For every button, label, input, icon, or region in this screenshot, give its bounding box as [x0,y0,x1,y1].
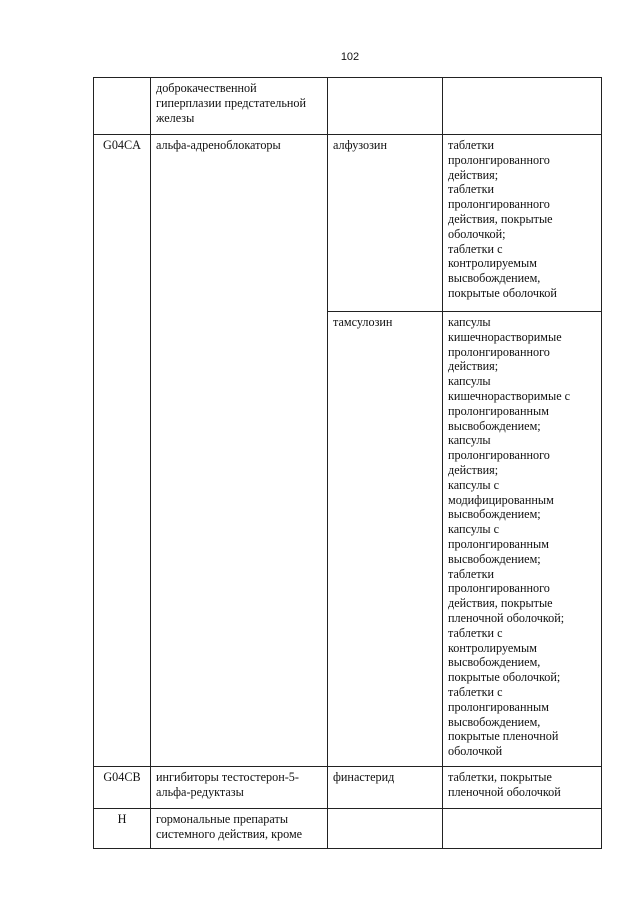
atc-code-cell: H [94,809,151,849]
atc-code-cell: G04CA [94,135,151,767]
drug-cell: алфузозин [328,135,443,312]
dosage-form-line: капсулы с [448,477,500,492]
dosage-form-line: действия; [448,359,499,374]
group-line: доброкачественной [156,81,257,95]
table-row [94,135,602,312]
dosage-form-line: таблетки [448,138,495,152]
dosage-form-line: высвобождением; [448,551,541,566]
dosage-form-line: кишечнорастворимые с [448,388,571,403]
atc-code-cell [94,78,151,135]
dosage-form-line: действия; [448,167,499,182]
drug-cell [328,809,443,849]
dosage-form-line: таблетки с [448,241,503,256]
dosage-form-line: пленочной оболочкой; [448,610,565,625]
dosage-form-line: контролируемым [448,256,537,271]
dosage-form-line: таблетки с [448,684,503,699]
group-line: ингибиторы тестостерон-5- [156,770,299,784]
drug-cell [328,78,443,135]
dosage-form-line: пролонгированным [448,699,549,714]
dosage-form-line: пролонгированного [448,448,550,463]
dosage-form-cell [443,809,602,849]
dosage-form-line: пролонгированного [448,197,550,212]
dosage-form-line: действия; [448,462,499,477]
group-cell [151,767,328,809]
dosage-form-line: оболочкой [448,744,503,759]
dosage-form-line: действия, покрытые [448,211,553,226]
table-row [94,767,602,809]
dosage-form-line: высвобождением; [448,418,541,433]
group-cell [151,809,328,849]
dosage-form-line: пролонгированным [448,403,549,418]
group-line: гормональные препараты [156,812,289,826]
drug-cell: тамсулозин [328,312,443,767]
dosage-form-line: таблетки, покрытые [448,770,552,784]
dosage-form-line: пролонгированным [448,536,549,551]
dosage-form-line: высвобождением, [448,271,541,286]
dosage-form-line: пролонгированного [448,152,550,167]
dosage-form-line: капсулы [448,315,491,329]
group-line: железы [156,110,195,125]
dosage-form-line: оболочкой; [448,226,506,241]
dosage-form-line: таблетки [448,182,495,197]
dosage-form-line: таблетки [448,566,495,581]
dosage-form-line: покрытые оболочкой [448,285,557,300]
dosage-form-line: действия, покрытые [448,596,553,611]
dosage-form-line: капсулы [448,433,491,448]
table-row [94,78,602,135]
group-line: системного действия, кроме [156,826,303,841]
dosage-form-line: таблетки с [448,625,503,640]
dosage-form-line: контролируемым [448,640,537,655]
dosage-form-line: пленочной оболочкой [448,784,561,799]
dosage-form-line: высвобождением; [448,507,541,522]
medication-table [93,77,602,849]
group-cell [151,78,328,135]
dosage-form-line: высвобождением, [448,714,541,729]
atc-code-cell: G04CB [94,767,151,809]
dosage-form-line: покрытые пленочной [448,729,559,744]
dosage-form-line: кишечнорастворимые [448,329,562,344]
dosage-form-cell [443,78,602,135]
dosage-form-line: капсулы с [448,522,500,537]
dosage-form-line: пролонгированного [448,581,550,596]
group-line: альфа-редуктазы [156,784,244,799]
group-cell [151,135,328,767]
dosage-form-line: высвобождением, [448,655,541,670]
dosage-form-cell [443,135,602,312]
group-line: гиперплазии предстательной [156,95,307,110]
dosage-form-line: модифицированным [448,492,554,507]
drug-cell: финастерид [328,767,443,809]
dosage-form-line: покрытые оболочкой; [448,670,561,685]
group-line: альфа-адреноблокаторы [156,138,281,152]
dosage-form-cell [443,767,602,809]
dosage-form-line: капсулы [448,374,491,389]
dosage-form-line: пролонгированного [448,344,550,359]
dosage-form-cell [443,312,602,767]
table-row [94,809,602,849]
page-number: 102 [340,51,360,63]
